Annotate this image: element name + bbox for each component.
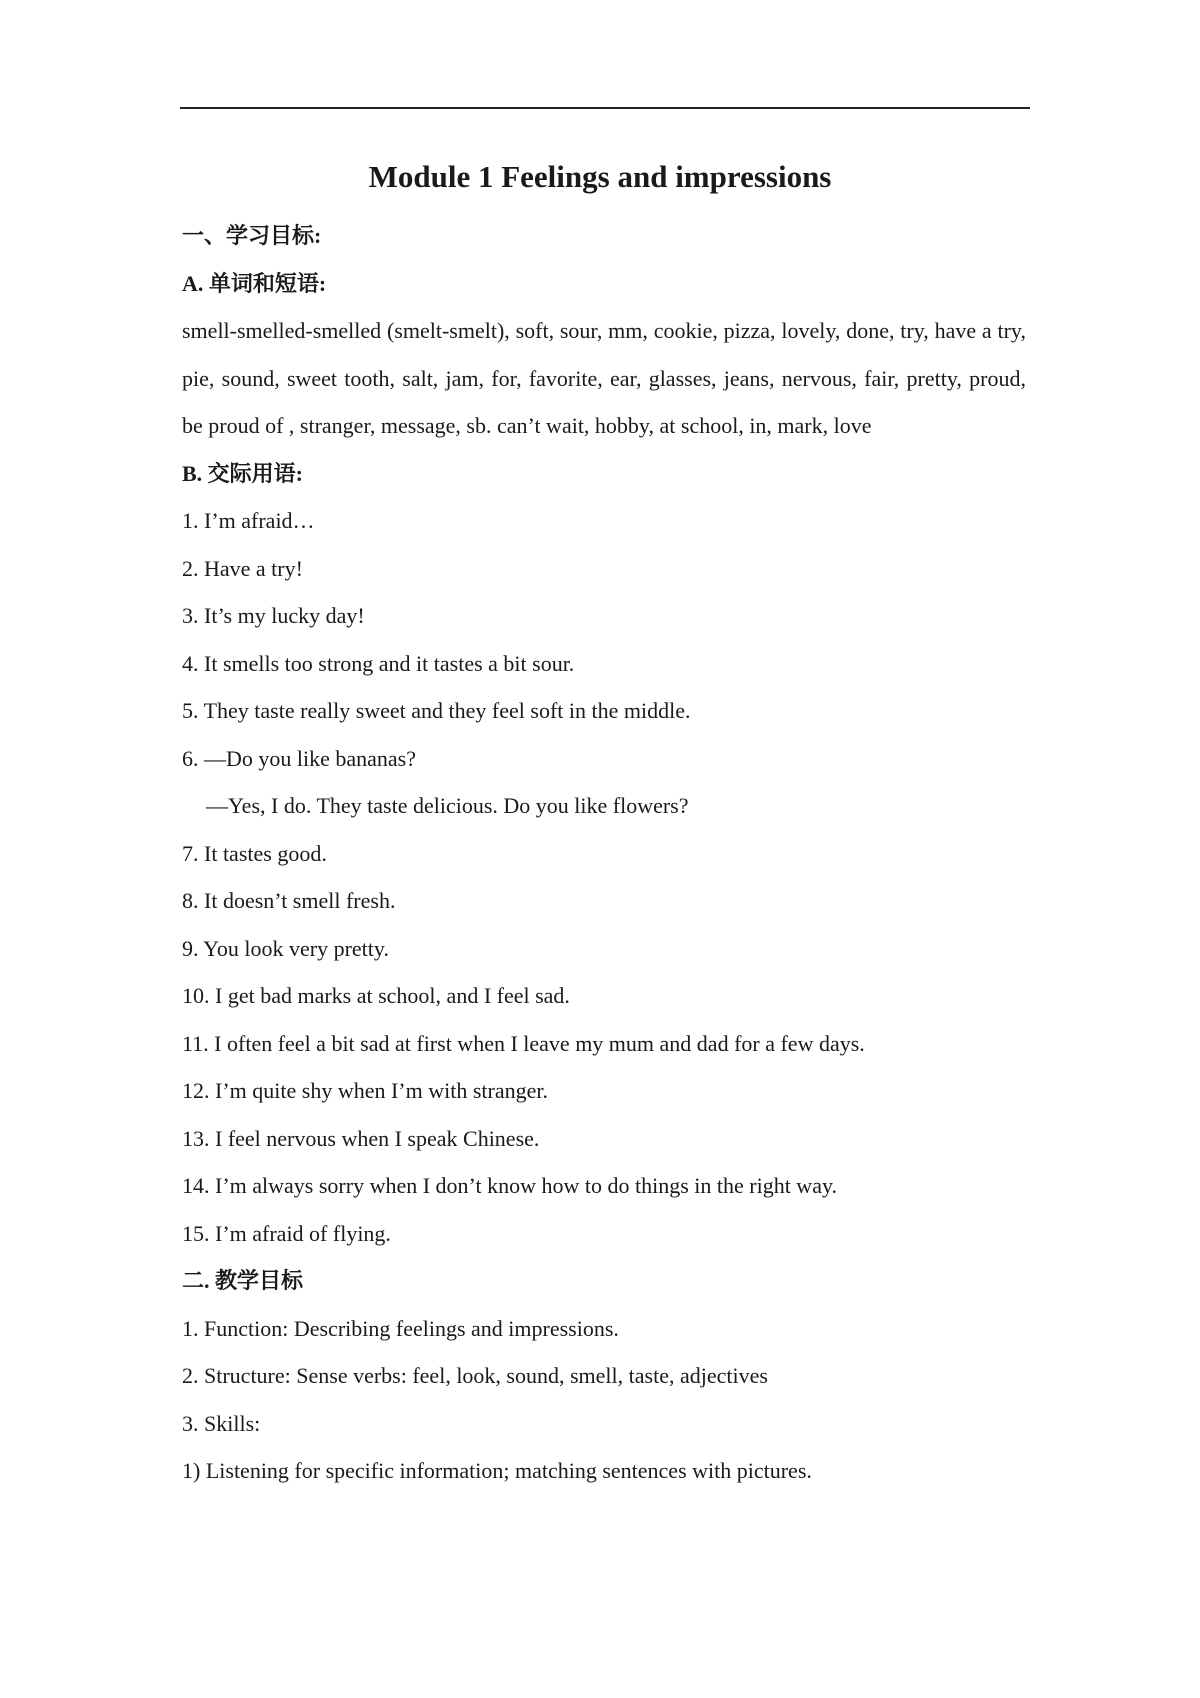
page-title: Module 1 Feelings and impressions xyxy=(368,159,832,194)
teaching-goal-item: 2. Structure: Sense verbs: feel, look, sound, smell, taste, adjectives xyxy=(182,1363,768,1388)
teaching-goal-item: 1) Listening for specific information; matching sentences with pictures. xyxy=(182,1458,812,1483)
expression-item: 14. I’m always sorry when I don’t know how to do things in the right way. xyxy=(182,1173,838,1198)
expression-item: 6. —Do you like bananas? xyxy=(182,745,416,771)
expression-item: 9. You look very pretty. xyxy=(182,935,389,961)
expression-item: 10. I get bad marks at school, and I feel sad. xyxy=(182,983,570,1008)
expression-item: 7. It tastes good. xyxy=(182,840,327,866)
expression-item: 12. I’m quite shy when I’m with stranger. xyxy=(182,1078,548,1103)
subsection-heading-expressions: B. 交际用语: xyxy=(182,460,304,486)
expression-item: 15. I’m afraid of flying. xyxy=(182,1220,391,1246)
header-rule xyxy=(180,107,1030,109)
expression-item: 1. I’m afraid… xyxy=(182,508,315,533)
expression-item: 13. I feel nervous when I speak Chinese. xyxy=(182,1125,540,1151)
section-heading-learning-goals: 一、学习目标: xyxy=(182,223,322,248)
expression-item: 11. I often feel a bit sad at first when I leave my mum and dad for a few days. xyxy=(182,1030,865,1056)
expression-item: 2. Have a try! xyxy=(182,555,303,581)
vocabulary-paragraph: smell-smelled-smelled (smelt-smelt), soft, sour, mm, cookie, pizza, lovely, done, try, have a try, pie, sound, sweet tooth, salt, jam, for, favorite, ear, glasses, jeans, nervous, fair, pretty, proud, be proud of , stranger, message, sb. can’t wait, hobby, at school, in, mark, love xyxy=(182,318,1026,438)
document-body xyxy=(182,212,1026,1495)
expression-item: 3. It’s my lucky day! xyxy=(182,603,365,628)
teaching-goal-item: 3. Skills: xyxy=(182,1410,261,1436)
expression-item: 4. It smells too strong and it tastes a bit sour. xyxy=(182,650,575,676)
teaching-goal-item: 1. Function: Describing feelings and impressions. xyxy=(182,1315,619,1341)
expression-item-reply: —Yes, I do. They taste delicious. Do you like flowers? xyxy=(206,793,689,818)
section-heading-teaching-goals: 二. 教学目标 xyxy=(182,1268,304,1293)
expression-item: 8. It doesn’t smell fresh. xyxy=(182,888,396,913)
expression-item: 5. They taste really sweet and they feel soft in the middle. xyxy=(182,698,691,723)
subsection-heading-vocabulary: A. 单词和短语: xyxy=(182,270,327,296)
